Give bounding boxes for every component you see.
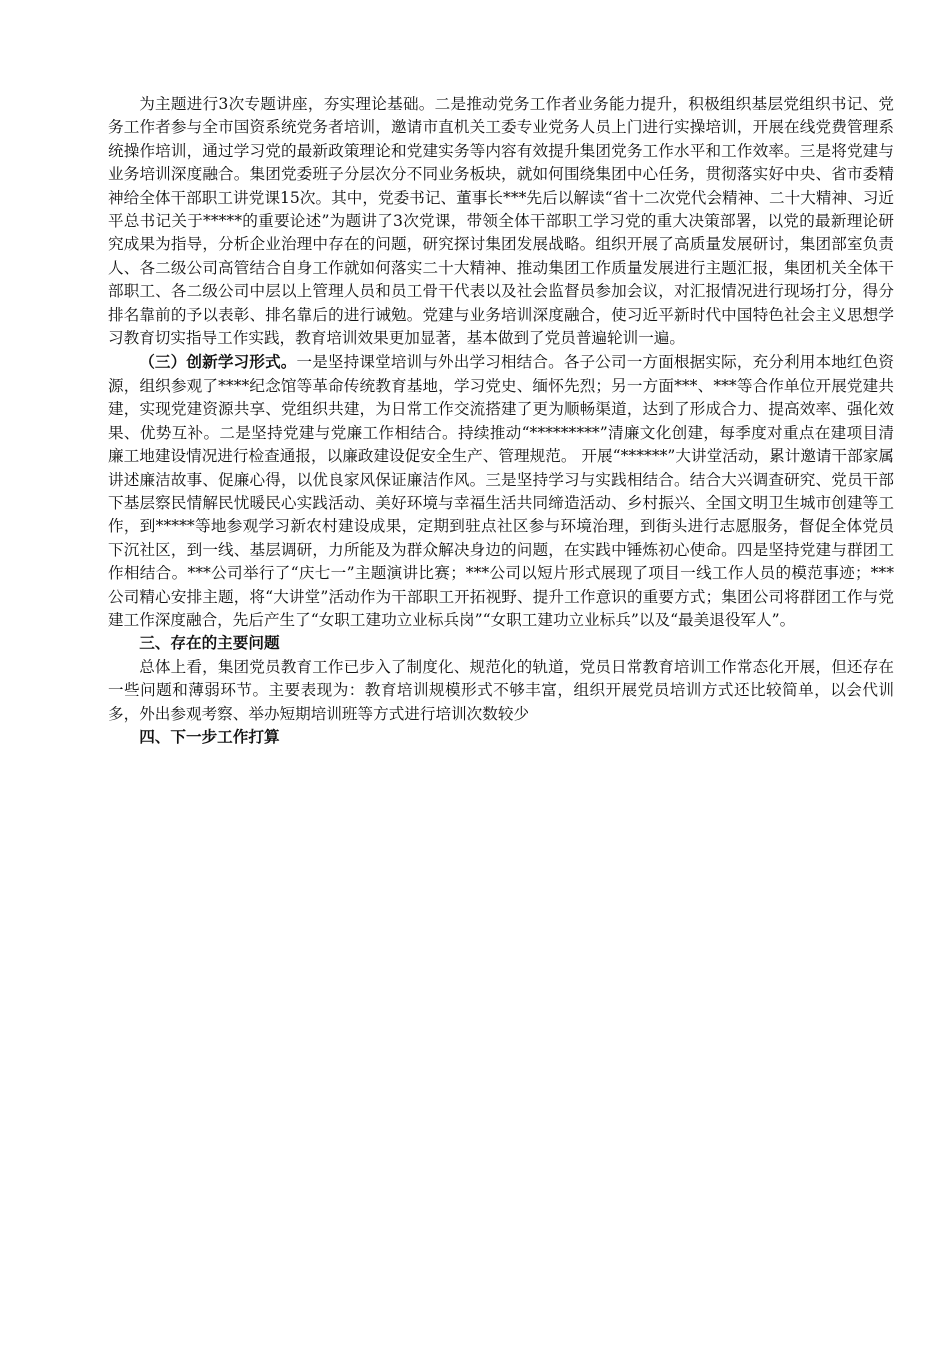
document-page (108, 93, 894, 749)
problems-paragraph: 总体上看，集团党员教育工作已步入了制度化、规范化的轨道，党员日常教育培训工作常态化开展，但还存在一些问题和薄弱环节。主要表现为：教育培训规模形式不够丰富，组织开展党员培训方式还比较简单，以会代训多，外出参观考察、举办短期培训班等方式进行培训次数较少 (108, 657, 894, 723)
heading-existing-problems: 三、存在的主要问题 (139, 634, 280, 653)
section-3-paragraph (108, 350, 894, 632)
section-3-lead: （三）创新学习形式。 (139, 352, 297, 372)
section-3-body: 一是坚持课堂培训与外出学习相结合。各子公司一方面根据实际，充分利用本地红色资源，组织参观了****纪念馆等革命传统教育基地，学习党史、缅怀先烈；另一方面***、***等合作单位开展党建共建，实现党建资源共享、党组织共建，为日常工作交流搭建了更为顺畅渠道，达到了形成合力、提高效率、强化效果、优势互补。二是坚持党建与党廉工作相结合。持续推动“*********”清廉文化创建，每季度对重点在建项目清廉工地建设情况进行检查通报，以廉政建设促安全生产、管理规范。 开展“******”大讲堂活动，累计邀请干部家属讲述廉洁故事、促廉心得，以优良家风保证廉洁作风。三是坚持学习与实践相结合。结合大兴调查研究、党员干部下基层察民情解民忧暖民心实践活动、美好环境与幸福生活共同缔造活动、乡村振兴、全国文明卫生城市创建等工作，到*****等地参观学习新农村建设成果，定期到驻点社区参与环境治理，到街头进行志愿服务，督促全体党员下沉社区，到一线、基层调研，力所能及为群众解决身边的问题，在实践中锤炼初心使命。四是坚持党建与群团工作相结合。***公司举行了“庆七一”主题演讲比赛；***公司以短片形式展现了项目一线工作人员的模范事迹；***公司精心安排主题，将“大讲堂”活动作为干部职工开拓视野、提升工作意识的重要方式；集团公司将群团工作与党建工作深度融合，先后产生了“女职工建功立业标兵岗”“女职工建功立业标兵”以及“最美退役军人”。 (108, 353, 894, 629)
continued-paragraph: 为主题进行3次专题讲座，夯实理论基础。二是推动党务工作者业务能力提升，积极组织基层党组织书记、党务工作者参与全市国资系统党务者培训，邀请市直机关工委专业党务人员上门进行实操培训，开展在线党费管理系统操作培训，通过学习党的最新政策理论和党建实务等内容有效提升集团党务工作水平和工作效率。三是将党建与业务培训深度融合。集团党委班子分层次分不同业务板块，就如何围绕集团中心任务，贯彻落实好中央、省市委精神给全体干部职工讲党课15次。其中，党委书记、董事长***先后以解读“省十二次党代会精神、二十大精神、习近平总书记关于*****的重要论述”为题讲了3次党课，带领全体干部职工学习党的重大决策部署，以党的最新理论研究成果为指导，分析企业治理中存在的问题，研究探讨集团发展战略。组织开展了高质量发展研讨，集团部室负责人、各二级公司高管结合自身工作就如何落实二十大精神、推动集团工作质量发展进行主题汇报，集团机关全体干部职工、各二级公司中层以上管理人员和员工骨干代表以及社会监督员参加会议，对汇报情况进行现场打分，得分排名靠前的予以表彰、排名靠后的进行诫勉。党建与业务培训深度融合，使习近平新时代中国特色社会主义思想学习教育切实指导工作实践，教育培训效果更加显著，基本做到了党员普遍轮训一遍。 (108, 95, 895, 348)
heading-next-steps: 四、下一步工作打算 (139, 727, 280, 746)
